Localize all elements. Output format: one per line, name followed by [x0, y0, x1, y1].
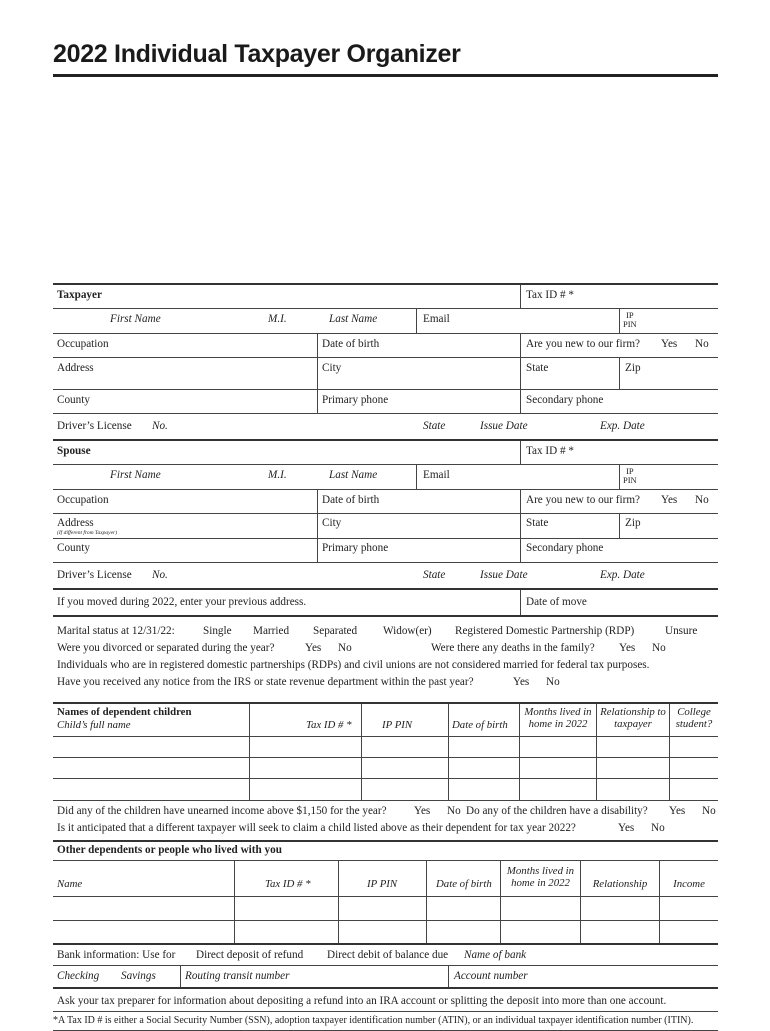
dl-number-label: No.	[152, 569, 168, 581]
children-ip-pin-col	[361, 704, 448, 736]
secondary-phone-label: Secondary phone	[526, 394, 604, 406]
ira-note: Ask your tax preparer for information about depositing a refund into an IRA account or splitting the deposit into more than one account.	[57, 995, 667, 1007]
spouse-address-field[interactable]	[53, 514, 317, 538]
state-label: State	[526, 517, 549, 529]
new-firm-yes-option[interactable]: Yes	[661, 494, 678, 506]
other-relationship-header: Relationship	[592, 878, 648, 890]
page-title: 2022 Individual Taxpayer Organizer	[53, 40, 461, 68]
taxpayer-secondary-phone-field[interactable]	[520, 390, 718, 413]
taxpayer-license-row[interactable]	[53, 414, 718, 441]
other-dependents-header-row	[53, 861, 718, 897]
table-cell[interactable]	[361, 758, 448, 778]
new-firm-yes-option[interactable]: Yes	[661, 338, 678, 350]
table-cell[interactable]	[338, 897, 426, 920]
taxpayer-dob-field[interactable]	[317, 334, 520, 357]
address-note: (If different from Taxpayer)	[57, 530, 118, 536]
tax-id-label: Tax ID # *	[526, 445, 574, 457]
marital-married-option[interactable]: Married	[253, 625, 290, 637]
other-relationship-col	[580, 861, 659, 896]
taxpayer-new-firm-field	[520, 334, 718, 357]
table-cell[interactable]	[669, 779, 718, 800]
other-tax-id-col	[234, 861, 338, 896]
disability-yes-option[interactable]: Yes	[669, 805, 686, 817]
table-cell[interactable]	[249, 737, 361, 757]
table-cell[interactable]	[596, 779, 669, 800]
zip-label: Zip	[625, 362, 641, 374]
table-cell[interactable]	[580, 921, 659, 943]
divorced-question: Were you divorced or separated during the year?	[57, 642, 275, 654]
spouse-occupation-row	[53, 490, 718, 514]
child-full-name-header: Child’s full name	[57, 719, 131, 731]
claim-question: Is it anticipated that a different taxpayer will seek to claim a child listed above as their dependent for tax year 2022?	[57, 822, 576, 834]
footnote-row	[53, 1012, 718, 1031]
table-row[interactable]	[53, 779, 718, 801]
children-dob-col	[448, 704, 519, 736]
taxpayer-county-row	[53, 390, 718, 414]
deaths-question: Were there any deaths in the family?	[431, 642, 595, 654]
table-cell[interactable]	[519, 737, 596, 757]
marital-label: Marital status at 12/31/22:	[57, 625, 175, 637]
irs-notice-yes-option[interactable]: Yes	[513, 676, 530, 688]
table-cell[interactable]	[659, 897, 718, 920]
unearned-question: Did any of the children have unearned income above $1,150 for the year?	[57, 805, 387, 817]
mi-label: M.I.	[268, 469, 287, 481]
ip-pin-label: IP PIN	[623, 310, 637, 329]
tax-id-label: Tax ID # *	[526, 289, 574, 301]
savings-option[interactable]: Savings	[121, 970, 156, 982]
account-number-field[interactable]	[448, 966, 718, 987]
address-label: Address	[57, 517, 94, 529]
bank-use-row	[53, 945, 718, 966]
spouse-tax-id-field[interactable]	[520, 441, 718, 464]
children-relationship-col	[596, 704, 669, 736]
taxpayer-occupation-row	[53, 334, 718, 358]
first-name-label: First Name	[110, 469, 161, 481]
spouse-heading: Spouse	[57, 445, 91, 457]
drivers-license-label: Driver’s License	[57, 569, 132, 581]
occupation-label: Occupation	[57, 338, 109, 350]
account-type-field	[53, 966, 180, 987]
last-name-label: Last Name	[329, 469, 378, 481]
table-cell[interactable]	[426, 897, 500, 920]
city-label: City	[322, 517, 342, 529]
spouse-ip-pin-field[interactable]	[619, 465, 718, 489]
date-of-move-field[interactable]	[520, 590, 718, 615]
table-cell[interactable]	[426, 921, 500, 943]
taxpayer-ip-pin-field[interactable]	[619, 309, 718, 333]
dl-exp-date-label: Exp. Date	[600, 569, 645, 581]
spouse-county-row	[53, 539, 718, 563]
dl-number-label: No.	[152, 420, 168, 432]
routing-label: Routing transit number	[185, 970, 290, 982]
title-rule	[53, 74, 718, 77]
taxpayer-state-field[interactable]	[520, 358, 619, 389]
taxpayer-county-field[interactable]	[53, 390, 317, 413]
table-cell[interactable]	[669, 737, 718, 757]
marital-rdp-option[interactable]: Registered Domestic Partnership (RDP)	[455, 625, 635, 637]
drivers-license-label: Driver’s License	[57, 420, 132, 432]
marital-unsure-option[interactable]: Unsure	[665, 625, 698, 637]
marital-single-option[interactable]: Single	[203, 625, 232, 637]
taxpayer-name-field[interactable]	[53, 309, 416, 333]
claim-no-option[interactable]: No	[651, 822, 665, 834]
children-months-header-2: home in 2022	[528, 718, 588, 730]
table-cell[interactable]	[361, 779, 448, 800]
spouse-header-row	[53, 441, 718, 465]
dl-state-label: State	[423, 569, 446, 581]
mi-label: M.I.	[268, 313, 287, 325]
dob-label: Date of birth	[322, 494, 380, 506]
other-income-header: Income	[673, 878, 705, 890]
city-label: City	[322, 362, 342, 374]
divorced-yes-option[interactable]: Yes	[305, 642, 322, 654]
first-name-label: First Name	[110, 313, 161, 325]
rdp-note: Individuals who are in registered domestic partnerships (RDPs) and civil unions are not considered married for federal tax purposes.	[57, 659, 650, 671]
table-cell[interactable]	[249, 779, 361, 800]
bank-info-label: Bank information: Use for	[57, 949, 176, 961]
dl-state-label: State	[423, 420, 446, 432]
previous-address-field[interactable]	[53, 590, 520, 615]
taxpayer-address-field[interactable]	[53, 358, 317, 389]
children-heading: Names of dependent children	[57, 706, 192, 718]
occupation-label: Occupation	[57, 494, 109, 506]
irs-notice-no-option[interactable]: No	[546, 676, 560, 688]
taxpayer-heading: Taxpayer	[57, 289, 102, 301]
table-cell[interactable]	[448, 737, 519, 757]
spouse-address-row	[53, 514, 718, 539]
other-income-col	[659, 861, 718, 896]
children-tax-id-col	[249, 704, 361, 736]
bank-account-row	[53, 966, 718, 989]
table-cell[interactable]	[234, 897, 338, 920]
spouse-state-field[interactable]	[520, 514, 619, 538]
spouse-email-field[interactable]	[416, 465, 619, 489]
organizer-form	[53, 283, 718, 1031]
spouse-zip-field[interactable]	[619, 514, 718, 538]
taxpayer-name-row	[53, 309, 718, 334]
deaths-no-option[interactable]: No	[652, 642, 666, 654]
table-cell[interactable]	[338, 921, 426, 943]
other-dependents-heading-row	[53, 842, 718, 861]
other-name-header: Name	[57, 878, 83, 890]
other-ip-pin-col	[338, 861, 426, 896]
taxpayer-header-row	[53, 285, 718, 309]
taxpayer-primary-phone-field[interactable]	[317, 390, 520, 413]
direct-debit-option[interactable]: Direct debit of balance due	[327, 949, 449, 961]
children-relationship-header-2: taxpayer	[614, 718, 652, 730]
primary-phone-label: Primary phone	[322, 394, 389, 406]
dl-issue-date-label: Issue Date	[480, 569, 528, 581]
deaths-yes-option[interactable]: Yes	[619, 642, 636, 654]
table-cell[interactable]	[249, 758, 361, 778]
taxpayer-zip-field[interactable]	[619, 358, 718, 389]
county-label: County	[57, 542, 90, 554]
other-months-header-2: home in 2022	[511, 877, 570, 889]
spouse-secondary-phone-field[interactable]	[520, 539, 718, 562]
other-dob-col	[426, 861, 500, 896]
spouse-license-row[interactable]	[53, 563, 718, 590]
spouse-occupation-field[interactable]	[53, 490, 317, 513]
new-firm-no-option[interactable]: No	[695, 338, 709, 350]
disability-question: Do any of the children have a disability?	[466, 805, 648, 817]
spouse-city-field[interactable]	[317, 514, 520, 538]
tax-id-footnote: *A Tax ID # is either a Social Security Number (SSN), adoption taxpayer identification number (ATIN), or an individual taxpayer identification number (ITIN).	[53, 1015, 694, 1026]
status-questions	[53, 617, 718, 702]
table-cell[interactable]	[519, 779, 596, 800]
new-firm-label: Are you new to our firm?	[526, 494, 641, 506]
children-college-col	[669, 704, 718, 736]
zip-label: Zip	[625, 517, 641, 529]
direct-deposit-option[interactable]: Direct deposit of refund	[196, 949, 304, 961]
unearned-no-option[interactable]: No	[447, 805, 461, 817]
children-months-col	[519, 704, 596, 736]
marital-widow-option[interactable]: Widow(er)	[383, 625, 432, 637]
last-name-label: Last Name	[329, 313, 378, 325]
unearned-yes-option[interactable]: Yes	[414, 805, 431, 817]
taxpayer-occupation-field[interactable]	[53, 334, 317, 357]
primary-phone-label: Primary phone	[322, 542, 389, 554]
state-label: State	[526, 362, 549, 374]
name-of-bank-field[interactable]: Name of bank	[464, 949, 527, 961]
children-header-row	[53, 704, 718, 737]
children-name-col	[53, 704, 249, 736]
ip-pin-label: IP PIN	[623, 466, 637, 485]
table-cell[interactable]	[659, 921, 718, 943]
table-cell[interactable]	[448, 758, 519, 778]
children-dob-header: Date of birth	[452, 719, 508, 731]
email-label: Email	[423, 313, 450, 325]
children-tax-id-header: Tax ID # *	[306, 719, 352, 731]
spouse-name-field[interactable]	[53, 465, 416, 489]
other-ip-pin-header: IP PIN	[367, 878, 398, 890]
table-row[interactable]	[53, 758, 718, 779]
dl-exp-date-label: Exp. Date	[600, 420, 645, 432]
marital-separated-option[interactable]: Separated	[313, 625, 358, 637]
table-cell[interactable]	[448, 779, 519, 800]
taxpayer-city-field[interactable]	[317, 358, 520, 389]
table-cell[interactable]	[519, 758, 596, 778]
account-number-label: Account number	[454, 970, 528, 982]
date-of-move-label: Date of move	[526, 596, 587, 608]
spouse-dob-field[interactable]	[317, 490, 520, 513]
checking-option[interactable]: Checking	[57, 970, 100, 982]
other-dependents-heading: Other dependents or people who lived with you	[57, 844, 282, 856]
table-row[interactable]	[53, 737, 718, 758]
children-months-header-1: Months lived in	[524, 706, 592, 718]
taxpayer-email-field[interactable]	[416, 309, 619, 333]
table-cell[interactable]	[500, 897, 580, 920]
spouse-new-firm-field	[520, 490, 718, 513]
table-cell[interactable]	[580, 897, 659, 920]
county-label: County	[57, 394, 90, 406]
taxpayer-tax-id-field[interactable]	[520, 285, 718, 308]
other-months-col	[500, 861, 580, 896]
other-months-header-1: Months lived in	[506, 865, 575, 877]
address-label: Address	[57, 362, 94, 374]
spouse-primary-phone-field[interactable]	[317, 539, 520, 562]
email-label: Email	[423, 469, 450, 481]
table-row[interactable]	[53, 897, 718, 921]
children-college-header-1: College	[677, 706, 711, 718]
new-firm-label: Are you new to our firm?	[526, 338, 641, 350]
children-relationship-header-1: Relationship to	[600, 706, 666, 718]
table-cell[interactable]	[500, 921, 580, 943]
table-cell[interactable]	[596, 758, 669, 778]
table-cell[interactable]	[596, 737, 669, 757]
spouse-name-row	[53, 465, 718, 490]
table-cell[interactable]	[361, 737, 448, 757]
dl-issue-date-label: Issue Date	[480, 420, 528, 432]
other-name-col	[53, 861, 234, 896]
children-ip-pin-header: IP PIN	[382, 719, 413, 731]
claim-yes-option[interactable]: Yes	[618, 822, 635, 834]
children-questions	[53, 801, 718, 840]
routing-number-field[interactable]	[180, 966, 448, 987]
disability-no-option[interactable]: No	[702, 805, 716, 817]
table-row[interactable]	[53, 921, 718, 945]
secondary-phone-label: Secondary phone	[526, 542, 604, 554]
spouse-county-field[interactable]	[53, 539, 317, 562]
moved-question: If you moved during 2022, enter your previous address.	[57, 596, 307, 608]
children-college-header-2: student?	[675, 718, 713, 730]
dob-label: Date of birth	[322, 338, 380, 350]
irs-notice-question: Have you received any notice from the IRS or state revenue department within the past year?	[57, 676, 474, 688]
new-firm-no-option[interactable]: No	[695, 494, 709, 506]
moved-row	[53, 590, 718, 617]
taxpayer-address-row	[53, 358, 718, 390]
table-cell[interactable]	[234, 921, 338, 943]
table-cell[interactable]	[669, 758, 718, 778]
other-dob-header: Date of birth	[436, 878, 492, 890]
other-tax-id-header: Tax ID # *	[265, 878, 311, 890]
divorced-no-option[interactable]: No	[338, 642, 352, 654]
ira-note-row	[53, 989, 718, 1012]
